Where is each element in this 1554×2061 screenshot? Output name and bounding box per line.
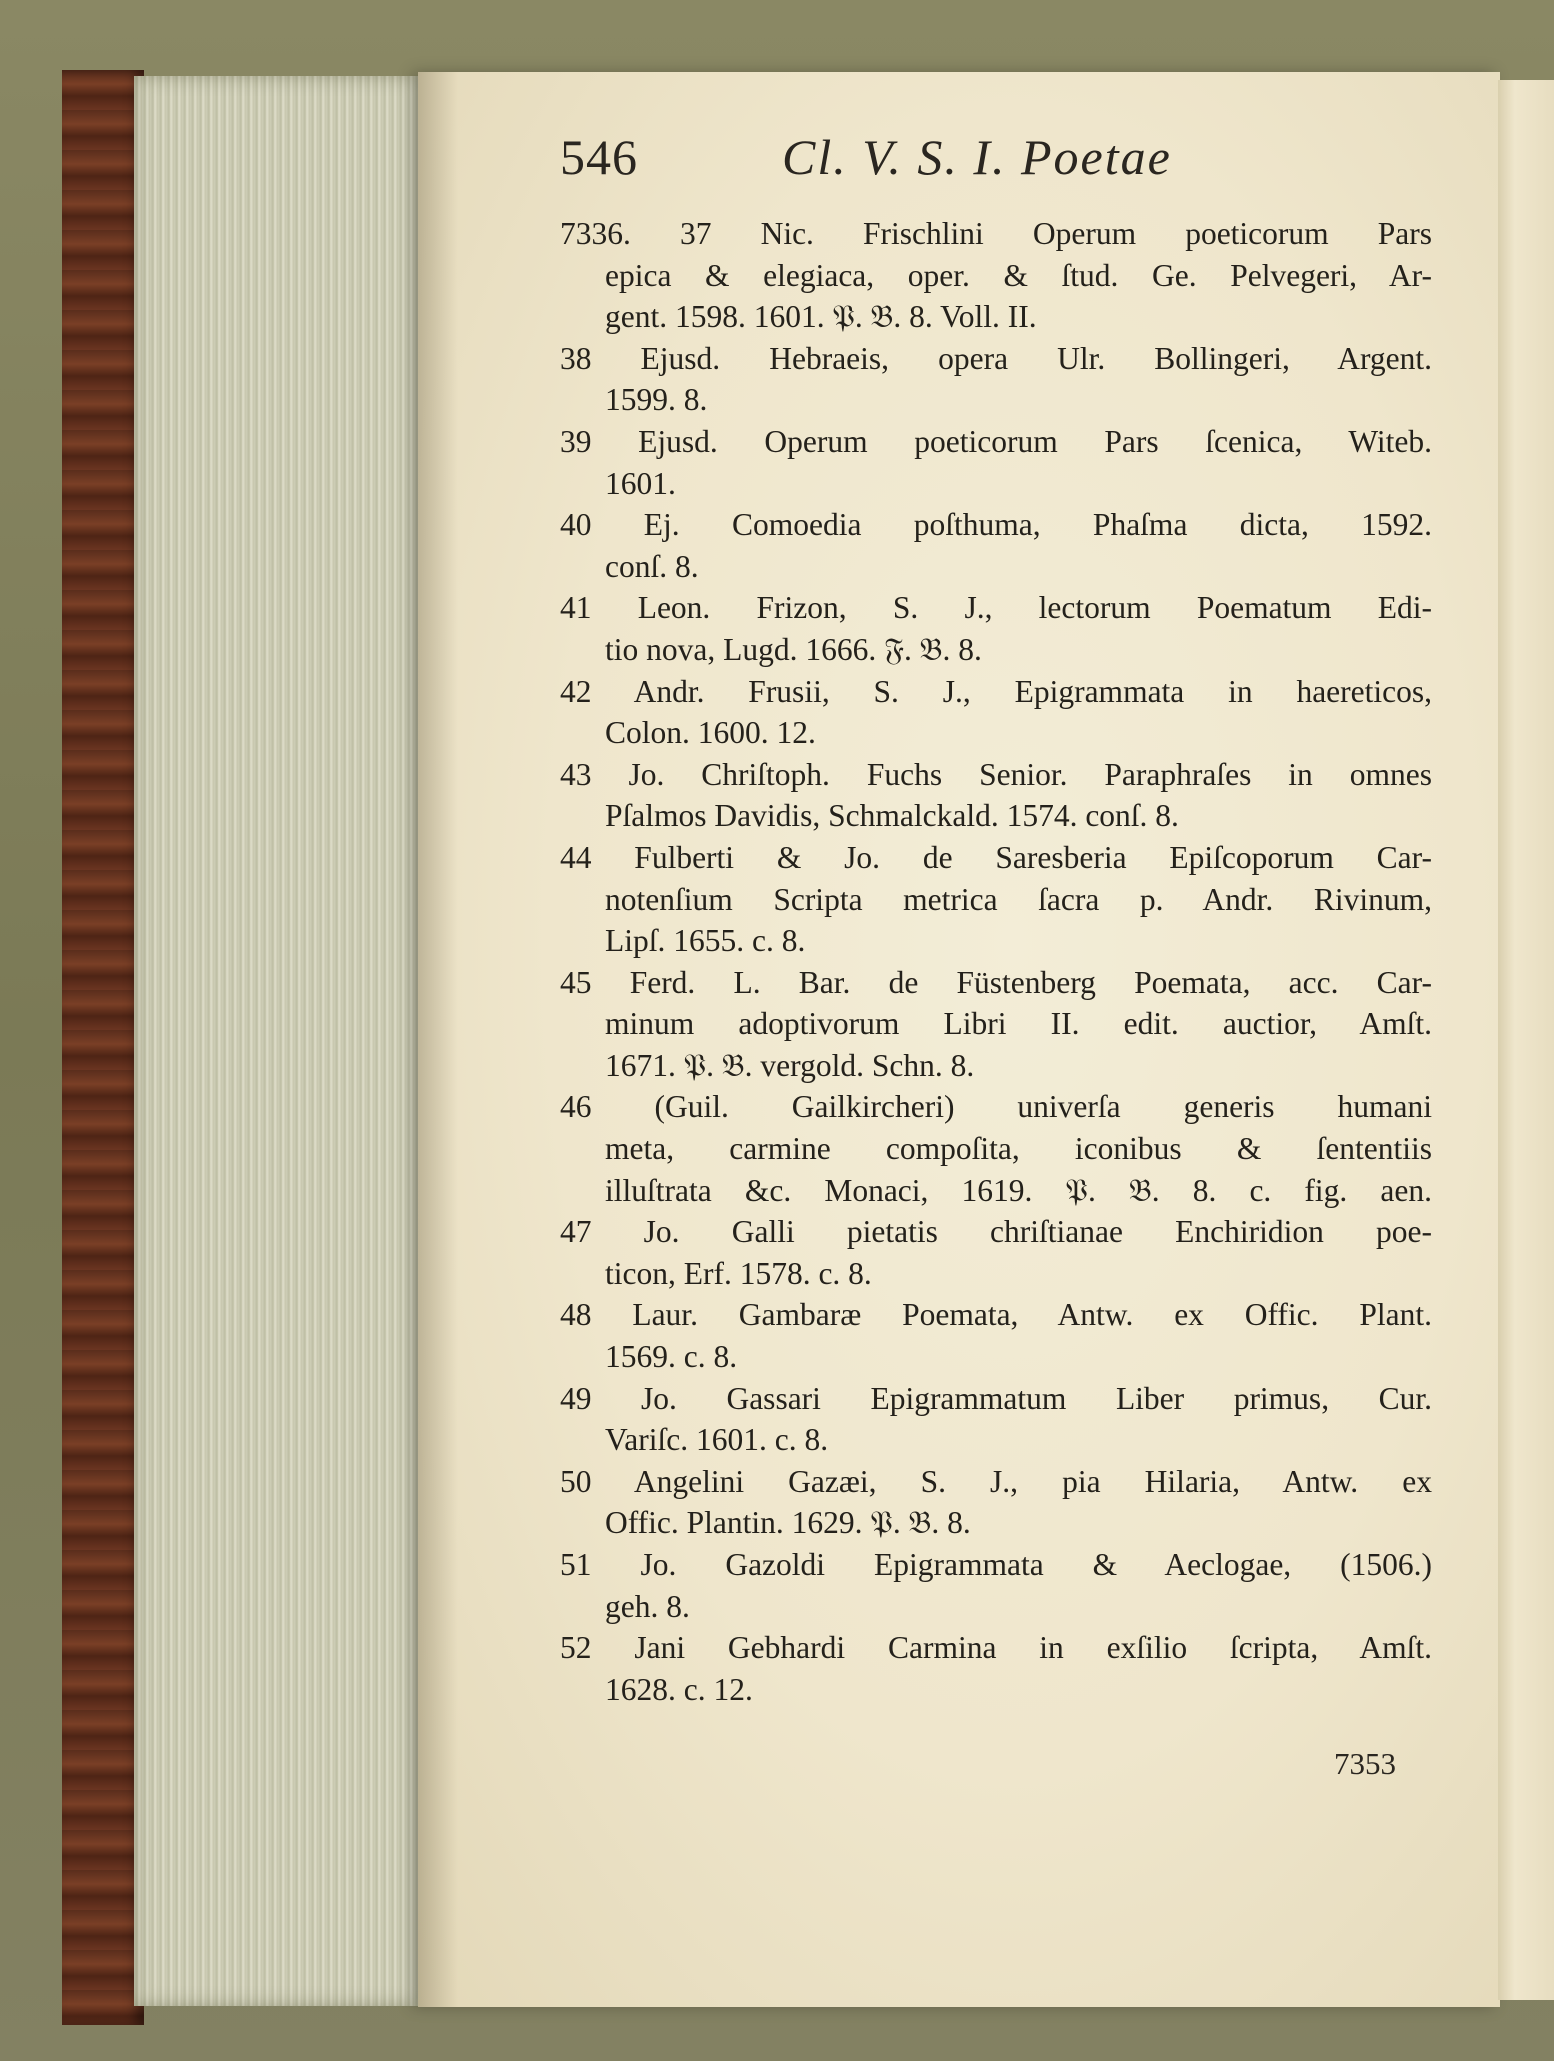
entry-continuation-line: notenſium Scripta metrica ſacra p. Andr. Rivinum, (605, 881, 1432, 917)
entry-continuation-line: conſ. 8. (605, 548, 699, 584)
entry-line: 41 Leon. Frizon, S. J., lectorum Poematum Edi- (560, 590, 1432, 626)
entry-continuation-line: meta, carmine compoſita, iconibus & ſententiis (605, 1131, 1432, 1167)
entry-continuation-line: 1601. (605, 465, 676, 501)
entry-line: 47 Jo. Galli pietatis chriſtianae Enchiridion poe- (560, 1214, 1432, 1250)
entry-line: 40 Ej. Comoedia poſthuma, Phaſma dicta, 1592. (560, 507, 1432, 543)
page-edges (134, 76, 424, 2006)
catalogue-entries (560, 213, 1432, 1710)
entry-line: 50 Angelini Gazæi, S. J., pia Hilaria, Antw. ex (560, 1463, 1432, 1499)
entry-continuation-line: epica & elegiaca, oper. & ſtud. Ge. Pelvegeri, Ar- (605, 257, 1432, 293)
entry-continuation-line: Variſc. 1601. c. 8. (605, 1422, 829, 1458)
entry-continuation-line: 1599. 8. (605, 382, 708, 418)
book-spine (62, 70, 144, 2025)
entry-line: 43 Jo. Chriſtoph. Fuchs Senior. Paraphraſes in omnes (560, 756, 1432, 792)
entry-continuation-line: minum adoptivorum Libri II. edit. auctior, Amſt. (605, 1006, 1432, 1042)
facing-page-edge (1498, 80, 1554, 2000)
entry-continuation-line: ticon, Erf. 1578. c. 8. (605, 1255, 872, 1291)
entry-continuation-line: Colon. 1600. 12. (605, 715, 816, 751)
entry-line: 51 Jo. Gazoldi Epigrammata & Aeclogae, (1506.) (560, 1547, 1432, 1582)
entry-line: 42 Andr. Frusii, S. J., Epigrammata in haereticos, (560, 673, 1432, 709)
entry-line: 48 Laur. Gambaræ Poemata, Antw. ex Offic. Plant. (560, 1297, 1432, 1333)
entry-continuation-line: tio nova, Lugd. 1666. 𝔉. 𝔅. 8. (605, 631, 982, 667)
catchword: 7353 (1334, 1746, 1396, 1781)
entry-line: 46 (Guil. Gailkircheri) univerſa generis humani (560, 1089, 1432, 1125)
entry-continuation-line: gent. 1598. 1601. 𝔓. 𝔅. 8. Voll. II. (605, 299, 1037, 335)
entry-continuation-line: illuſtrata &c. Monaci, 1619. 𝔓. 𝔅. 8. c. fig. aen. (605, 1172, 1432, 1208)
entry-continuation-line: Offic. Plantin. 1629. 𝔓. 𝔅. 8. (605, 1505, 971, 1541)
entry-line: 49 Jo. Gassari Epigrammatum Liber primus, Cur. (560, 1380, 1432, 1416)
entry-line: 44 Fulberti & Jo. de Saresberia Epiſcoporum Car- (560, 839, 1432, 875)
entry-line: 38 Ejusd. Hebraeis, opera Ulr. Bollingeri, Argent. (560, 340, 1432, 376)
entry-line: 45 Ferd. L. Bar. de Füstenberg Poemata, acc. Car- (560, 964, 1432, 1000)
entry-continuation-line: geh. 8. (605, 1588, 690, 1624)
running-head (560, 128, 1460, 188)
entry-line: 7336. 37 Nic. Frischlini Operum poeticorum Pars (560, 216, 1432, 251)
entry-continuation-line: Lipſ. 1655. c. 8. (605, 923, 806, 959)
entry-continuation-line: 1671. 𝔓. 𝔅. vergold. Schn. 8. (605, 1047, 975, 1083)
entry-line: 52 Jani Gebhardi Carmina in exſilio ſcripta, Amſt. (560, 1630, 1432, 1666)
gutter-shadow (418, 72, 458, 2007)
entry-line: 39 Ejusd. Operum poeticorum Pars ſcenica, Witeb. (560, 423, 1432, 459)
page-number: 546 (560, 129, 638, 185)
entry-continuation-line: 1569. c. 8. (605, 1339, 738, 1375)
entry-continuation-line: 1628. c. 12. (605, 1671, 753, 1707)
section-title: Cl. V. S. I. Poetae (782, 129, 1172, 185)
entry-continuation-line: Pſalmos Davidis, Schmalckald. 1574. conſ. 8. (605, 798, 1179, 834)
